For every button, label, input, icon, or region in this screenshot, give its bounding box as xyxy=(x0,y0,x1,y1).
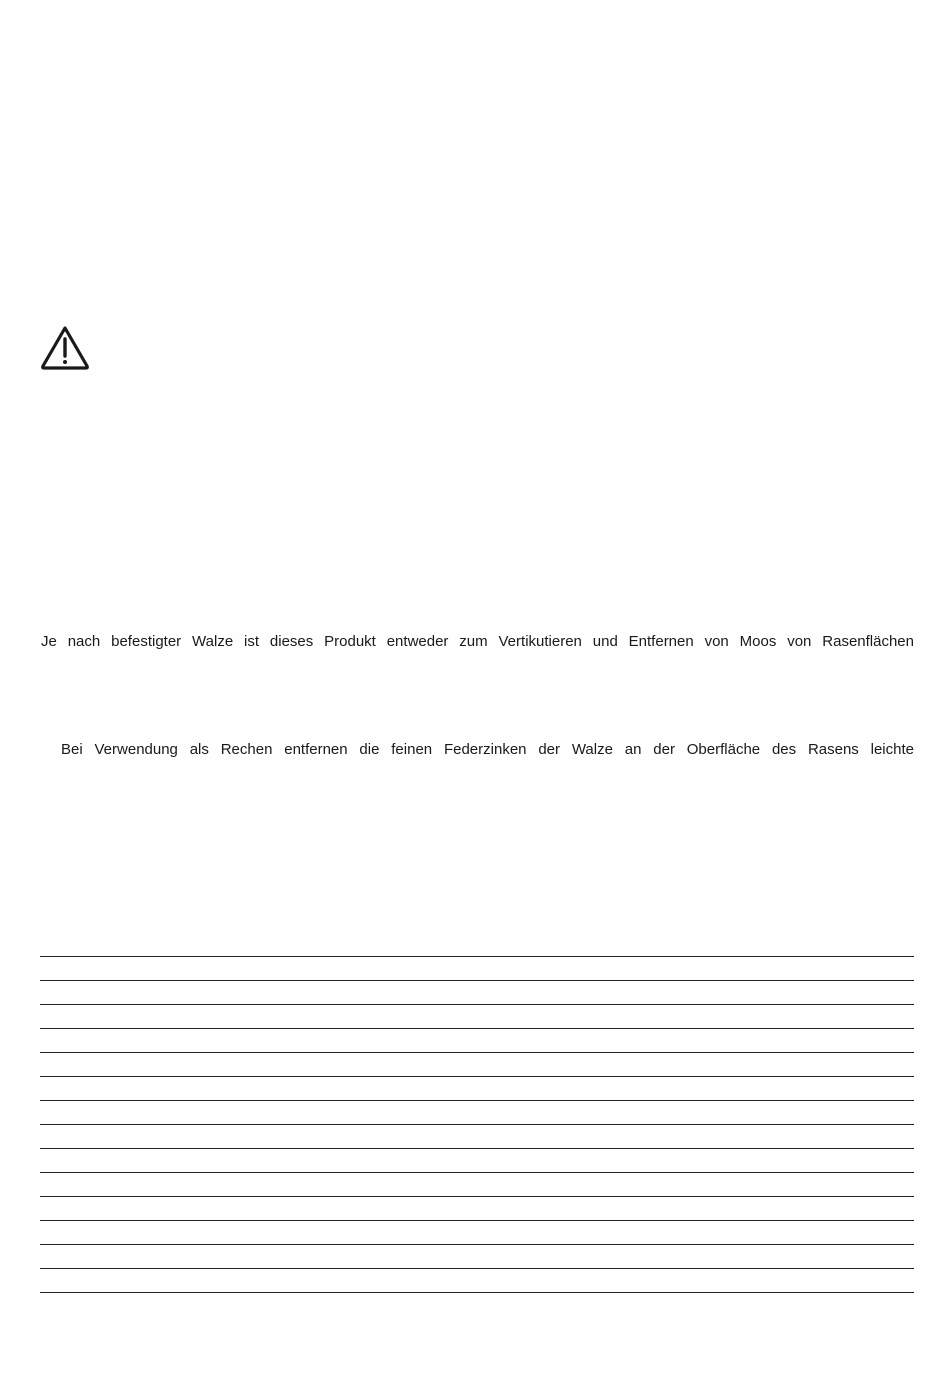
note-line xyxy=(40,1124,914,1125)
notes-lines xyxy=(40,956,914,1296)
note-line xyxy=(40,1052,914,1053)
note-line xyxy=(40,1268,914,1269)
note-line xyxy=(40,1244,914,1245)
note-line xyxy=(40,1220,914,1221)
note-line xyxy=(40,1172,914,1173)
note-line xyxy=(40,1148,914,1149)
note-line xyxy=(40,1100,914,1101)
note-line xyxy=(40,1076,914,1077)
note-line xyxy=(40,1004,914,1005)
note-line xyxy=(40,980,914,981)
rake-usage-paragraph-line: Bei Verwendung als Rechen entfernen die feinen Federzinken der Walze an der Oberfläche des Rasens leichte xyxy=(61,741,914,758)
intro-paragraph-line: Je nach befestigter Walze ist dieses Produkt entweder zum Vertikutieren und Entfernen von Moos von Rasenflächen xyxy=(41,633,914,650)
note-line xyxy=(40,1028,914,1029)
warning-triangle-icon xyxy=(40,325,90,370)
note-line xyxy=(40,956,914,957)
note-line xyxy=(40,1292,914,1293)
note-line xyxy=(40,1196,914,1197)
